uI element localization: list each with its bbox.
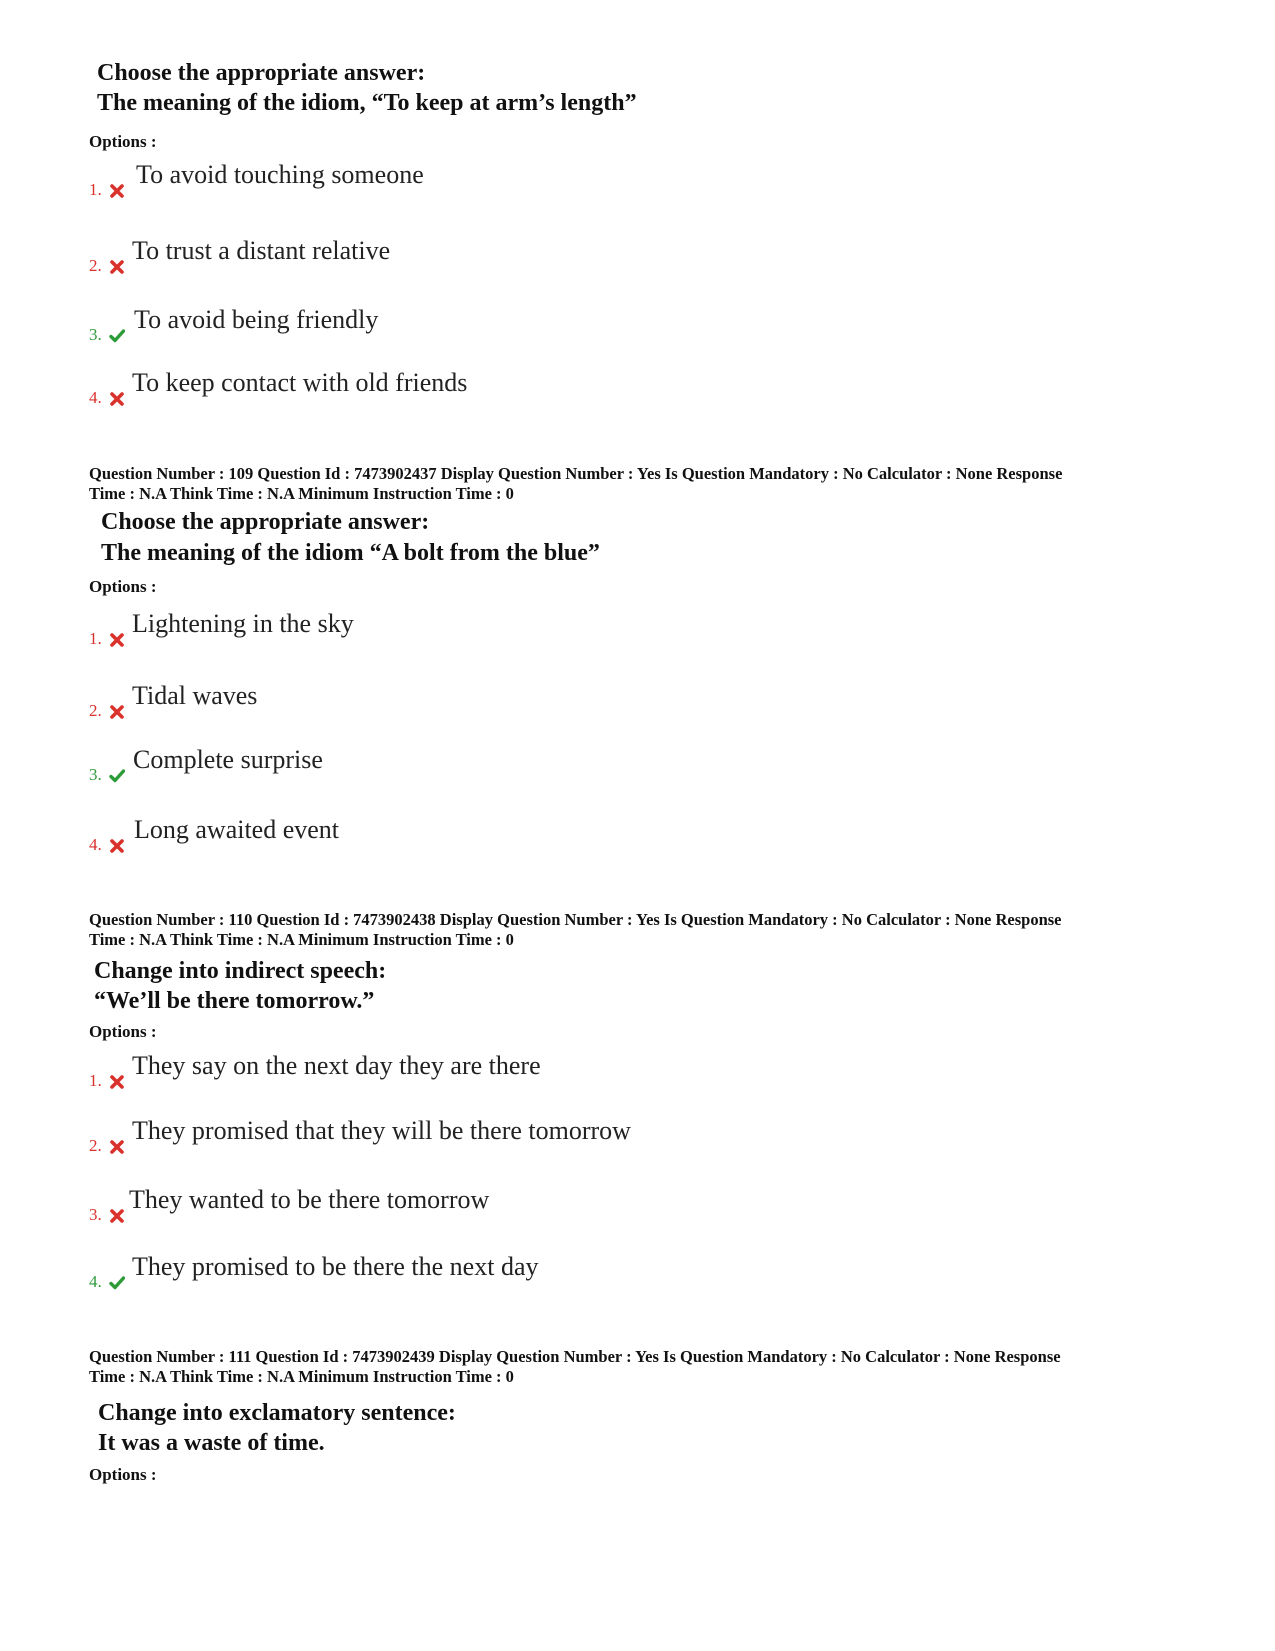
question-prompt-line1: Choose the appropriate answer:	[97, 60, 426, 86]
option-text: They promised to be there the next day	[132, 1252, 539, 1281]
option-text: To trust a distant relative	[132, 236, 391, 265]
question-prompt-line1: Change into indirect speech:	[94, 958, 387, 984]
option-item	[89, 305, 889, 345]
check-icon	[109, 328, 125, 344]
check-icon	[109, 1275, 125, 1291]
options-label: Options :	[89, 132, 157, 151]
option-text: They wanted to be there tomorrow	[129, 1185, 490, 1214]
option-number: 4.	[89, 1272, 102, 1291]
option-item	[89, 1051, 889, 1091]
option-number: 3.	[89, 765, 102, 784]
option-text: They say on the next day they are there	[132, 1051, 541, 1080]
check-icon	[109, 768, 125, 784]
question-meta-line1: Question Number : 109 Question Id : 7473902437 Display Question Number : Yes Is Question Mandatory : No Calculator : None Response	[89, 464, 1063, 483]
option-item	[89, 368, 889, 408]
option-number: 2.	[89, 1136, 102, 1155]
option-number: 4.	[89, 835, 102, 854]
options-label: Options :	[89, 577, 157, 596]
option-item	[89, 1252, 889, 1292]
question-prompt-line2: The meaning of the idiom, “To keep at arm’s length”	[97, 90, 637, 116]
question-meta-line2: Time : N.A Think Time : N.A Minimum Instruction Time : 0	[89, 930, 514, 949]
cross-icon	[109, 838, 125, 854]
option-item	[89, 1116, 889, 1156]
cross-icon	[109, 259, 125, 275]
options-label: Options :	[89, 1465, 157, 1484]
cross-icon	[109, 391, 125, 407]
option-number: 3.	[89, 325, 102, 344]
option-item	[89, 1185, 889, 1225]
option-text: To avoid touching someone	[136, 160, 424, 189]
option-number: 1.	[89, 1071, 102, 1090]
option-text: Tidal waves	[132, 681, 258, 710]
cross-icon	[109, 704, 125, 720]
question-prompt-line2: It was a waste of time.	[98, 1430, 325, 1456]
question-meta-line2: Time : N.A Think Time : N.A Minimum Instruction Time : 0	[89, 484, 514, 503]
option-item	[89, 681, 889, 721]
cross-icon	[109, 1139, 125, 1155]
option-item	[89, 609, 889, 649]
cross-icon	[109, 183, 125, 199]
option-text: They promised that they will be there tomorrow	[132, 1116, 631, 1145]
question-meta-line1: Question Number : 111 Question Id : 7473902439 Display Question Number : Yes Is Question Mandatory : No Calculator : None Response	[89, 1347, 1061, 1366]
option-number: 1.	[89, 629, 102, 648]
question-meta-line1: Question Number : 110 Question Id : 7473902438 Display Question Number : Yes Is Question Mandatory : No Calculator : None Response	[89, 910, 1062, 929]
option-item	[89, 160, 889, 200]
options-label: Options :	[89, 1022, 157, 1041]
option-number: 1.	[89, 180, 102, 199]
option-text: To avoid being friendly	[134, 305, 379, 334]
option-number: 2.	[89, 256, 102, 275]
option-text: Lightening in the sky	[132, 609, 354, 638]
option-number: 4.	[89, 388, 102, 407]
option-number: 3.	[89, 1205, 102, 1224]
option-number: 2.	[89, 701, 102, 720]
cross-icon	[109, 632, 125, 648]
option-text: Long awaited event	[134, 815, 340, 844]
option-text: Complete surprise	[133, 745, 323, 774]
option-item	[89, 745, 889, 785]
option-item	[89, 236, 889, 276]
cross-icon	[109, 1074, 125, 1090]
question-prompt-line2: The meaning of the idiom “A bolt from the blue”	[101, 540, 600, 566]
question-prompt-line1: Change into exclamatory sentence:	[98, 1400, 456, 1426]
question-meta-line2: Time : N.A Think Time : N.A Minimum Instruction Time : 0	[89, 1367, 514, 1386]
question-prompt-line1: Choose the appropriate answer:	[101, 509, 430, 535]
question-prompt-line2: “We’ll be there tomorrow.”	[94, 988, 375, 1014]
cross-icon	[109, 1208, 125, 1224]
option-item	[89, 815, 889, 855]
option-text: To keep contact with old friends	[132, 368, 468, 397]
